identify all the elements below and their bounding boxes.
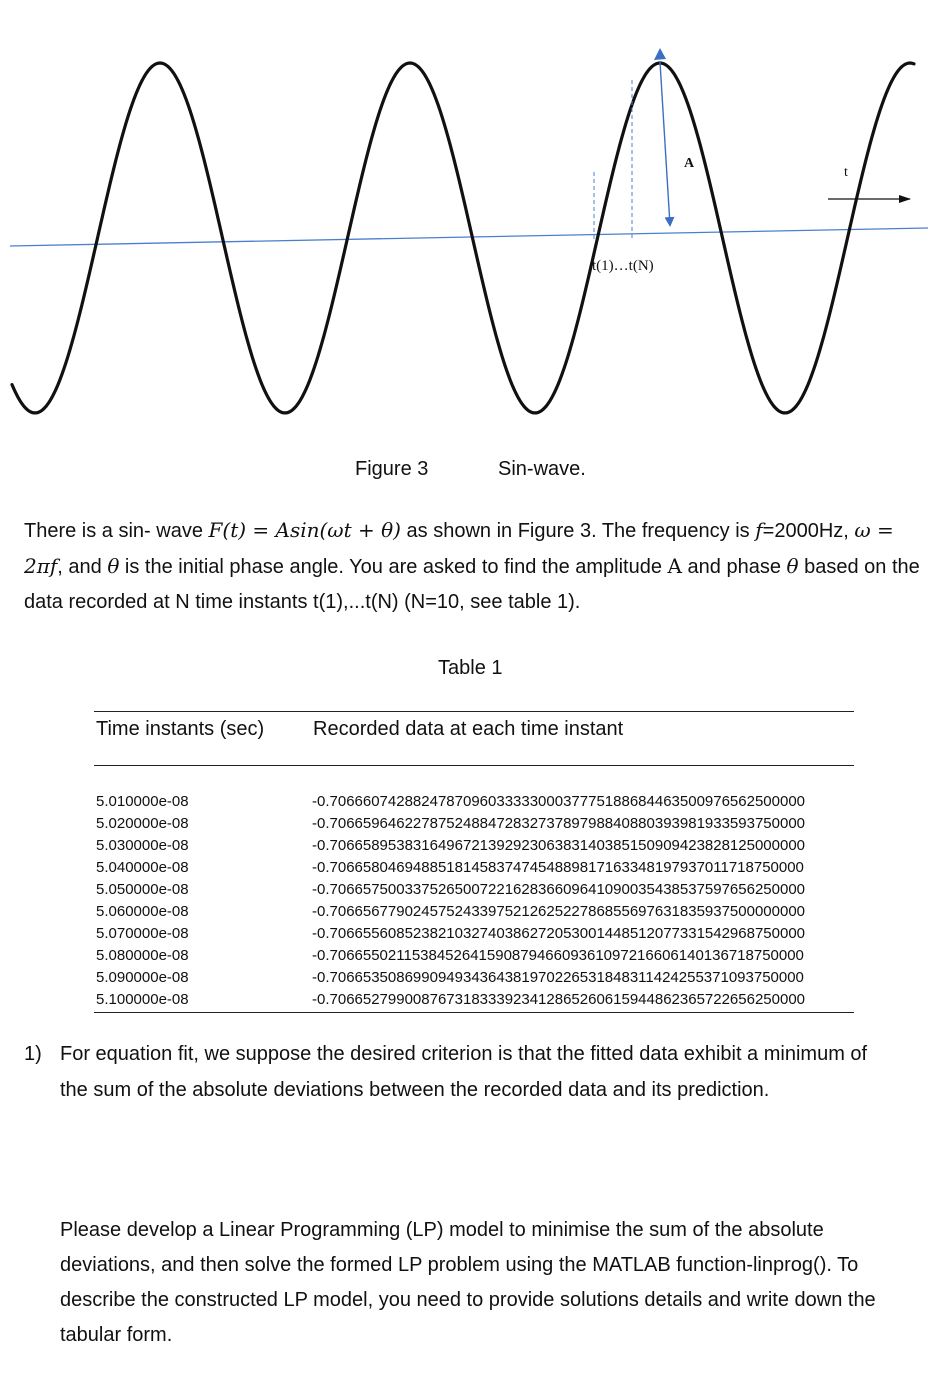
amplitude-arrow — [660, 62, 670, 225]
time-instant-cell: 5.100000e-08 — [96, 991, 189, 1008]
sine-wave-graphic — [0, 0, 928, 440]
sine-wave-figure — [0, 0, 928, 440]
theta-symbol: θ — [786, 554, 799, 578]
table-title: Table 1 — [438, 657, 503, 679]
question-number: 1) — [24, 1043, 42, 1065]
figure-caption-title: Sin-wave. — [498, 458, 586, 480]
table-row — [94, 835, 874, 857]
table-row — [94, 813, 874, 835]
table-body — [94, 791, 874, 1011]
intro-text: There is a sin- wave — [24, 520, 209, 542]
time-instant-cell: 5.050000e-08 — [96, 881, 189, 898]
table-header-time: Time instants (sec) — [96, 718, 265, 740]
time-axis-line — [10, 228, 928, 246]
table-row — [94, 989, 874, 1011]
amplitude-label: A — [684, 156, 695, 171]
amplitude-arrow-head-top — [654, 48, 666, 60]
intro-text: , and — [57, 556, 108, 578]
recorded-value-cell: -0.706658046948851814583747454889817163348197937011718750000 — [312, 859, 804, 876]
table-row — [94, 791, 874, 813]
table-row — [94, 923, 874, 945]
time-instants-label: t(1)…t(N) — [592, 258, 654, 274]
frequency-symbol: f — [755, 518, 763, 542]
recorded-value-cell: -0.706658953831649672139292306383140385150909423828125000000 — [312, 837, 806, 854]
intro-text: and phase — [681, 556, 787, 578]
recorded-value-cell: -0.706656779024575243397521262522786855697631835937500000000 — [312, 903, 806, 920]
recorded-value-cell: -0.706655021153845264159087946609361097216606140136718750000 — [312, 947, 804, 964]
table-header-data: Recorded data at each time instant — [313, 718, 624, 740]
intro-text: as shown in Figure 3. The frequency is — [400, 520, 756, 542]
intro-text: based on the data recorded at N time instants t(1),...t(N) (N=10, see table 1). — [24, 556, 920, 613]
recorded-value-cell: -0.706657500337526500722162836609641090035438537597656250000 — [312, 881, 806, 898]
figure-caption-label: Figure 3 — [355, 458, 429, 480]
question-text: For equation fit, we suppose the desired criterion is that the fitted data exhibit a minimum of the sum of the absolute deviations between the recorded data and its prediction. — [60, 1043, 868, 1101]
time-instant-cell: 5.040000e-08 — [96, 859, 189, 876]
sine-curve — [12, 63, 914, 413]
recorded-value-cell: -0.706655608523821032740386272053001448512077331542968750000 — [312, 925, 806, 942]
time-instant-cell: 5.090000e-08 — [96, 969, 189, 986]
table-row — [94, 879, 874, 901]
intro-text: =2000Hz, — [762, 520, 855, 542]
time-instant-cell: 5.080000e-08 — [96, 947, 189, 964]
question-instructions: Please develop a Linear Programming (LP) model to minimise the sum of the absolute deviations, and then solve the formed LP problem using the MATLAB function-linprog(). To describe the constructed LP model, you need to provide solutions details and write down the tabular form. — [60, 1219, 876, 1346]
omega-equation: ω = 2πf — [24, 518, 894, 578]
intro-paragraph — [24, 513, 924, 620]
time-instant-cell: 5.060000e-08 — [96, 903, 189, 920]
amplitude-symbol: A — [667, 554, 682, 578]
recorded-value-cell: -0.706652799008767318333923412865260615944862365722656250000 — [312, 991, 806, 1008]
time-instant-cell: 5.010000e-08 — [96, 793, 189, 810]
sine-equation: F(t) = Asin(ωt + θ) — [208, 518, 401, 542]
time-instant-cell: 5.020000e-08 — [96, 815, 189, 832]
table-bottom-rule — [94, 1012, 854, 1013]
time-instant-cell: 5.070000e-08 — [96, 925, 189, 942]
table-row — [94, 945, 874, 967]
table-header-rule — [94, 765, 854, 766]
recorded-value-cell: -0.706653508699094934364381970226531848311424255371093750000 — [312, 969, 804, 986]
recorded-value-cell: -0.706659646227875248847283273789798840880393981933593750000 — [312, 815, 806, 832]
table-row — [94, 901, 874, 923]
table-top-rule — [94, 711, 854, 712]
time-instant-cell: 5.030000e-08 — [96, 837, 189, 854]
table-row — [94, 857, 874, 879]
table-row — [94, 967, 874, 989]
intro-text: is the initial phase angle. You are asked to find the amplitude — [119, 556, 668, 578]
recorded-value-cell: -0.706660742882478709603333300037775188684463500976562500000 — [312, 793, 806, 810]
theta-symbol: θ — [107, 554, 120, 578]
time-axis-label: t — [844, 165, 848, 180]
